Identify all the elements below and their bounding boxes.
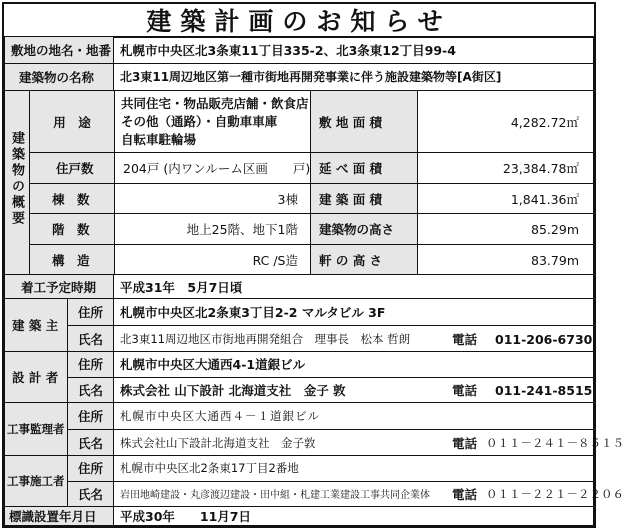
phone-label: 電話 xyxy=(452,436,478,451)
name-value: 株式会社山下設計北海道支社 金子敦 xyxy=(120,436,316,450)
building-name-value: 北3東11周辺地区第一種市街地再開発事業に伴う施設建築物等[A街区] xyxy=(120,70,502,84)
phone-label: 電話 xyxy=(452,332,478,347)
building-name-value-cell xyxy=(113,63,594,91)
eave-height-label-cell xyxy=(310,244,418,275)
use-line: 自転車駐輪場 xyxy=(121,132,197,147)
party-label: 設 計 者 xyxy=(12,370,59,385)
floor-area-label: 延 べ 面 積 xyxy=(319,161,383,176)
structure-label: 構 造 xyxy=(52,253,90,268)
address-label-cell xyxy=(67,402,114,430)
address-value-cell xyxy=(113,351,594,378)
address-label-cell xyxy=(67,351,114,378)
posting-date-label-cell xyxy=(4,506,114,526)
party-label-cell xyxy=(4,455,68,507)
units-label: 住戸数 xyxy=(56,161,94,176)
party-label: 工事監理者 xyxy=(7,422,65,436)
name-value: 北3東11周辺地区市街地再開発組合 理事長 松本 哲朗 xyxy=(120,332,411,346)
start-date-value: 平成31年 5月7日頃 xyxy=(120,280,243,295)
posting-date-value: 平成30年 11月7日 xyxy=(120,509,251,524)
height-value-cell xyxy=(417,213,594,245)
start-date-label: 着工予定時期 xyxy=(21,280,97,295)
posting-date-value-cell xyxy=(113,506,594,526)
party-label-cell xyxy=(4,298,68,352)
name-label: 氏名 xyxy=(78,332,104,347)
address-label: 住所 xyxy=(78,461,104,476)
use-label-cell xyxy=(29,90,115,153)
structure-label-cell xyxy=(29,244,115,275)
floors-label-cell xyxy=(29,213,115,245)
floors-value: 地上25階、地下1階 xyxy=(186,222,298,237)
units-label-cell xyxy=(29,152,115,184)
address-value: 札幌市中央区大通西4-1道銀ビル xyxy=(120,357,306,372)
address-label: 住所 xyxy=(78,305,104,320)
phone-value: 011-206-6730 xyxy=(495,332,593,347)
buildings-label: 棟 数 xyxy=(52,192,90,207)
floor-area-label-cell xyxy=(310,152,418,184)
party-label: 建 築 主 xyxy=(12,318,59,333)
start-date-label-cell xyxy=(4,274,114,299)
party-label: 工事施工者 xyxy=(7,474,65,488)
site-area-label: 敷 地 面 積 xyxy=(319,115,383,130)
start-date-value-cell xyxy=(113,274,594,299)
buildings-value-cell xyxy=(114,183,311,214)
site-area-label-cell xyxy=(310,90,418,153)
address-value-cell xyxy=(113,298,594,326)
building-area-label: 建 築 面 積 xyxy=(319,192,383,207)
phone-label: 電話 xyxy=(452,487,478,502)
address-label: 住所 xyxy=(78,409,104,424)
site-label: 敷地の地名・地番 xyxy=(11,43,112,58)
phone-value: 011-241-8515 xyxy=(495,383,593,398)
use-value-cell xyxy=(114,90,311,153)
posting-date-label: 標識設置年月日 xyxy=(9,509,97,524)
name-label-cell xyxy=(67,481,114,507)
phone-label: 電話 xyxy=(452,383,478,398)
page-title: 建築計画のお知らせ xyxy=(146,7,452,36)
use-line: 共同住宅・物品販売店舗・飲食店 xyxy=(121,96,309,111)
site-value: 札幌市中央区北3条東11丁目335-2、北3条東12丁目99-4 xyxy=(120,43,456,58)
address-value-cell xyxy=(113,455,594,482)
address-value: 札幌市中央区大通西４－１道銀ビル xyxy=(120,409,320,423)
eave-height-value-cell xyxy=(417,244,594,275)
name-value-cell xyxy=(113,429,624,456)
floor-area-value-cell xyxy=(417,152,594,184)
eave-height-label: 軒 の 高 さ xyxy=(319,253,383,268)
title-band xyxy=(4,4,594,38)
name-label: 氏名 xyxy=(78,383,104,398)
site-label-cell xyxy=(4,36,114,64)
party-label-cell xyxy=(4,402,68,456)
height-value: 85.29m xyxy=(531,222,579,237)
building-area-label-cell xyxy=(310,183,418,214)
site-area-value: 4,282.72㎡ xyxy=(510,115,579,130)
address-label-cell xyxy=(67,455,114,482)
name-label: 氏名 xyxy=(78,487,104,502)
name-label-cell xyxy=(67,429,114,456)
address-value: 札幌市中央区北2条東17丁目2番地 xyxy=(120,461,299,475)
building-area-value: 1,841.36㎡ xyxy=(510,192,579,207)
address-value-cell xyxy=(113,402,594,430)
structure-value: RC /S造 xyxy=(252,253,298,268)
building-area-value-cell xyxy=(417,183,594,214)
party-label-cell xyxy=(4,351,68,403)
site-value-cell xyxy=(113,36,594,64)
use-line: その他（通路）・自動車車庫 xyxy=(121,114,278,129)
buildings-value: 3棟 xyxy=(277,192,298,207)
name-label-cell xyxy=(67,377,114,403)
building-name-label-cell xyxy=(4,63,114,91)
phone-value: ０１１－２４１－８５１５ xyxy=(486,436,624,450)
floor-area-value: 23,384.78㎡ xyxy=(502,161,579,176)
name-value: 株式会社 山下設計 北海道支社 金子 敦 xyxy=(120,383,346,398)
floors-value-cell xyxy=(114,213,311,245)
address-value: 札幌市中央区北2条東3丁目2-2 マルタビル 3F xyxy=(120,305,386,320)
site-area-value-cell xyxy=(417,90,594,153)
name-label: 氏名 xyxy=(78,436,104,451)
address-label-cell xyxy=(67,298,114,326)
eave-height-value: 83.79m xyxy=(531,253,579,268)
name-value: 岩田地崎建設・丸彦渡辺建設・田中組・札建工業建設工事共同企業体 xyxy=(120,490,430,501)
buildings-label-cell xyxy=(29,183,115,214)
floors-label: 階 数 xyxy=(52,222,90,237)
height-label: 建築物の高さ xyxy=(319,222,395,237)
address-label: 住所 xyxy=(78,357,104,372)
name-value-cell xyxy=(113,481,624,507)
height-label-cell xyxy=(310,213,418,245)
overview-section-label: 建築物の概要 xyxy=(9,131,24,227)
structure-value-cell xyxy=(114,244,311,275)
units-value: 204戸 (内ワンルーム区画 戸) xyxy=(123,161,311,176)
notice-board xyxy=(2,2,624,528)
phone-value: ０１１－２２１－２２０６ xyxy=(486,487,624,501)
name-value-cell xyxy=(113,325,594,352)
name-value-cell xyxy=(113,377,594,403)
units-value-cell xyxy=(114,152,311,184)
use-label: 用 途 xyxy=(53,115,91,130)
building-name-label: 建築物の名称 xyxy=(19,70,95,85)
overview-section-cell xyxy=(4,90,30,275)
name-label-cell xyxy=(67,325,114,352)
